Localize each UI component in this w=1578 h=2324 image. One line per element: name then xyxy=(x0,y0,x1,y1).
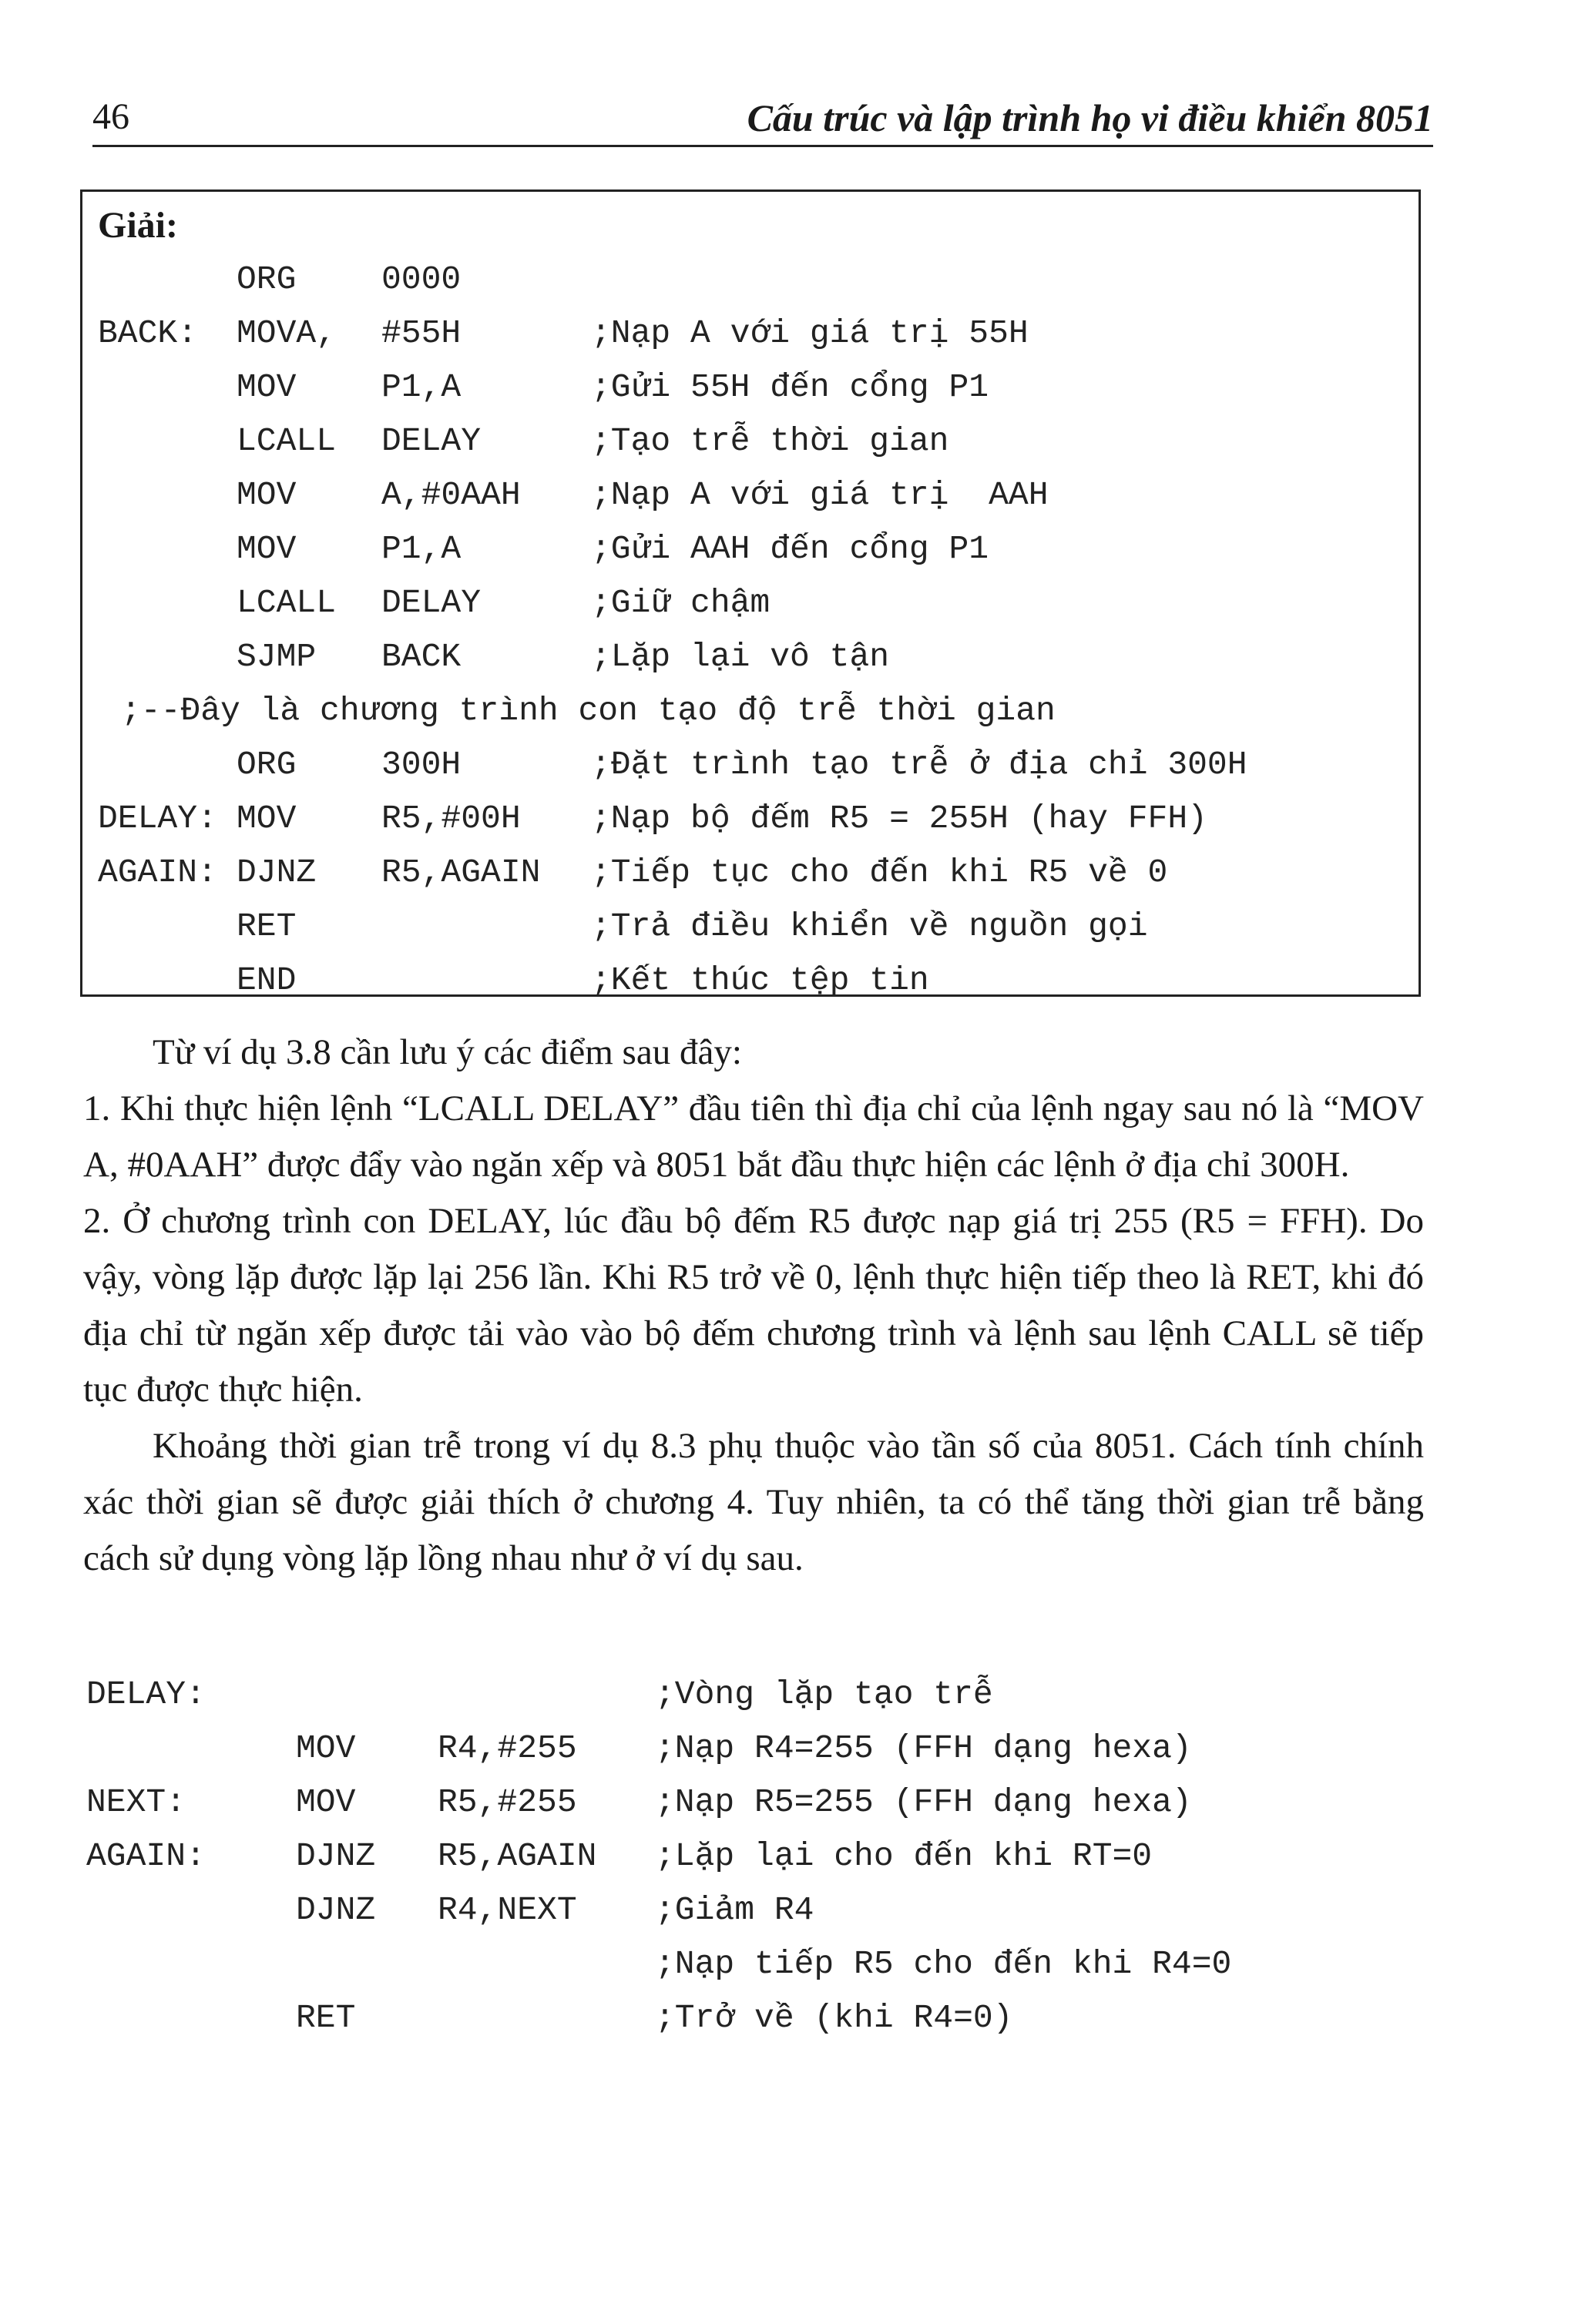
code-label: AGAIN: xyxy=(86,1837,206,1875)
code-operand: R4,#255 xyxy=(438,1729,577,1767)
code-line xyxy=(82,310,1420,357)
code-line xyxy=(82,957,1420,1004)
code-comment: ;Nạp R4=255 (FFH dạng hexa) xyxy=(655,1729,1192,1767)
code-comment: ;Tạo trễ thời gian xyxy=(591,422,949,460)
code-operand: 300H xyxy=(381,746,462,783)
notes-section xyxy=(83,1025,1424,1587)
code-operand: A,#0AAH xyxy=(381,476,521,514)
code-opcode: DJNZ xyxy=(296,1837,376,1875)
code-operand: R5,AGAIN xyxy=(381,853,541,891)
code-opcode: MOV xyxy=(296,1729,356,1767)
code-comment: ;Nạp bộ đếm R5 = 255H (hay FFH) xyxy=(591,800,1207,837)
code-line xyxy=(82,850,1420,896)
code-operand: 0000 xyxy=(381,260,462,298)
code-line xyxy=(0,1725,1387,1772)
code-line xyxy=(82,904,1420,950)
code-opcode: MOV xyxy=(237,530,297,568)
code-opcode: MOVA, xyxy=(237,314,337,352)
solution-box xyxy=(80,189,1421,997)
code-line xyxy=(0,1887,1387,1933)
code-comment: ;Nạp A với giá trị AAH xyxy=(591,476,1049,514)
running-title: Cấu trúc và lập trình họ vi điều khiển 8051 xyxy=(747,96,1433,139)
code-line xyxy=(0,1672,1387,1718)
code-comment: ;Nạp R5=255 (FFH dạng hexa) xyxy=(655,1783,1192,1821)
code-opcode: ORG xyxy=(237,746,297,783)
code-label: AGAIN: xyxy=(98,853,217,891)
page-number: 46 xyxy=(92,96,129,137)
code-opcode: DJNZ xyxy=(237,853,317,891)
code-line xyxy=(0,1941,1387,1987)
code-operand: DELAY xyxy=(381,584,482,622)
code-operand: P1,A xyxy=(381,530,462,568)
code-opcode: END xyxy=(237,961,297,999)
code-opcode: RET xyxy=(237,907,297,945)
code-comment: ;Trả điều khiển về nguồn gọi xyxy=(591,907,1148,945)
code-comment: ;Tiếp tục cho đến khi R5 về 0 xyxy=(591,853,1168,891)
code-operand: R4,NEXT xyxy=(438,1891,577,1929)
code-opcode: MOV xyxy=(237,368,297,406)
code-line xyxy=(82,580,1420,626)
code-comment: ;Trở về (khi R4=0) xyxy=(655,1999,1013,2037)
code-line xyxy=(0,1833,1387,1880)
code-opcode: RET xyxy=(296,1999,356,2037)
code-opcode: ORG xyxy=(237,260,297,298)
code-line xyxy=(82,418,1420,464)
code-line xyxy=(0,1995,1387,2041)
page-header xyxy=(92,91,1433,147)
notes-intro: Từ ví dụ 3.8 cần lưu ý các điểm sau đây: xyxy=(153,1032,742,1072)
code-line xyxy=(82,742,1420,788)
code-comment: ;Lặp lại cho đến khi RT=0 xyxy=(655,1837,1153,1875)
code-comment: ;Gửi 55H đến cổng P1 xyxy=(591,368,989,406)
code-opcode: LCALL xyxy=(237,584,337,622)
code-line xyxy=(82,526,1420,572)
code-comment-line: ;--Đây là chương trình con tạo độ trễ thời gian xyxy=(121,692,1056,729)
code-comment: ;Lặp lại vô tận xyxy=(591,638,890,676)
code-label: BACK: xyxy=(98,314,198,352)
code-comment: ;Giảm R4 xyxy=(655,1891,814,1929)
code-comment: ;Vòng lặp tạo trễ xyxy=(655,1675,993,1713)
code-comment: ;Đặt trình tạo trễ ở địa chỉ 300H xyxy=(591,746,1247,783)
code-operand: R5,AGAIN xyxy=(438,1837,597,1875)
code-label: DELAY: xyxy=(98,800,217,837)
code-opcode: LCALL xyxy=(237,422,337,460)
code-label: NEXT: xyxy=(86,1783,186,1821)
code-comment: ;Gửi AAH đến cổng P1 xyxy=(591,530,989,568)
solution-label: Giải: xyxy=(98,205,178,246)
code-line xyxy=(82,364,1420,411)
code-opcode: SJMP xyxy=(237,638,317,676)
code-operand: BACK xyxy=(381,638,462,676)
code-operand: R5,#00H xyxy=(381,800,521,837)
code-label: DELAY: xyxy=(86,1675,206,1713)
code-operand: #55H xyxy=(381,314,462,352)
code-opcode: MOV xyxy=(237,800,297,837)
code-comment: ;Nạp tiếp R5 cho đến khi R4=0 xyxy=(655,1945,1232,1983)
code-comment: ;Nạp A với giá trị 55H xyxy=(591,314,1029,352)
code-line xyxy=(82,634,1420,680)
code-operand: R5,#255 xyxy=(438,1783,577,1821)
note-item-2: 2. Ở chương trình con DELAY, lúc đầu bộ đếm R5 được nạp giá trị 255 (R5 = FFH). Do vậy, vòng lặp được lặp lại 256 lần. Khi R5 trở về 0, lệnh thực hiện tiếp theo là RET, khi đó địa chỉ từ ngăn xếp được tải vào vào bộ đếm chương trình và lệnh sau lệnh CALL sẽ tiếp tục được thực hiện. xyxy=(83,1201,1424,1410)
code-line xyxy=(0,1779,1387,1826)
note-item-1: 1. Khi thực hiện lệnh “LCALL DELAY” đầu tiên thì địa chỉ của lệnh ngay sau nó là “MOV A, #0AAH” được đẩy vào ngăn xếp và 8051 bắt đầu thực hiện các lệnh ở địa chỉ 300H. xyxy=(83,1088,1424,1185)
code-line xyxy=(82,796,1420,842)
code-opcode: DJNZ xyxy=(296,1891,376,1929)
code-opcode: MOV xyxy=(237,476,297,514)
code-line xyxy=(82,688,1420,734)
code-opcode: MOV xyxy=(296,1783,356,1821)
code-line xyxy=(82,472,1420,518)
code-operand: P1,A xyxy=(381,368,462,406)
code-comment: ;Kết thúc tệp tin xyxy=(591,961,929,999)
code-comment: ;Giữ chậm xyxy=(591,584,771,622)
delay-paragraph: Khoảng thời gian trễ trong ví dụ 8.3 phụ thuộc vào tần số của 8051. Cách tính chính xác thời gian sẽ được giải thích ở chương 4. Tuy nhiên, ta có thể tăng thời gian trễ bằng cách sử dụng vòng lặp lồng nhau như ở ví dụ sau. xyxy=(83,1426,1424,1578)
code-line xyxy=(82,257,1420,303)
code-operand: DELAY xyxy=(381,422,482,460)
